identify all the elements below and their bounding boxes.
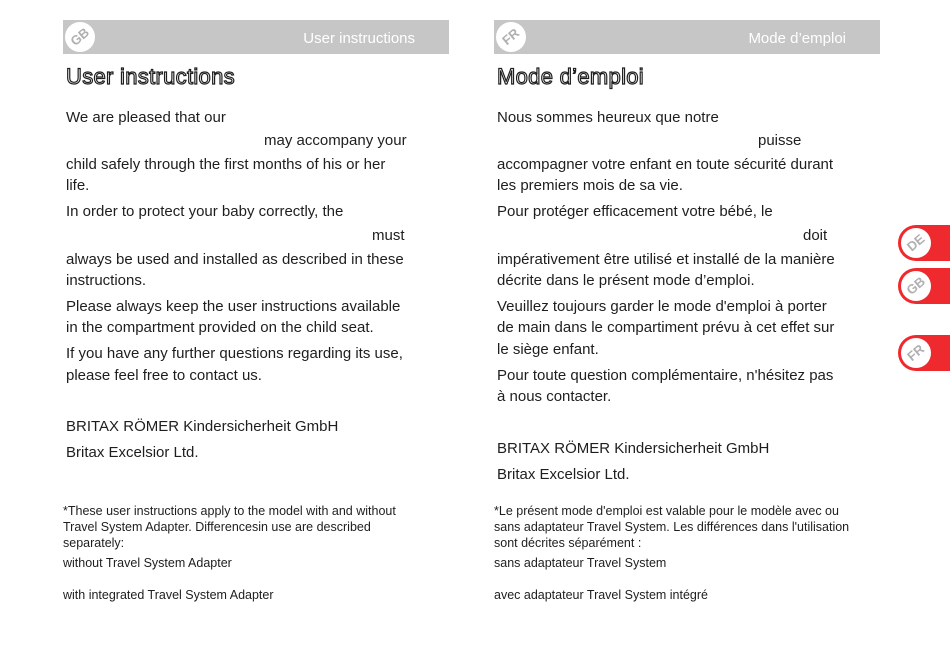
variant-label: sans adaptateur Travel System [494,556,667,570]
paragraph-line: les premiers mois de sa vie. [497,177,683,194]
paragraph-line: accompagner votre enfant en toute sécurité durant [497,156,834,173]
paragraph-line: puisse [758,132,802,149]
variant-label: without Travel System Adapter [63,556,232,570]
paragraph-line: may accompany your [264,132,407,149]
paragraph-line: in the compartment provided on the child seat. [66,319,374,336]
variant-label: avec adaptateur Travel System intégré [494,588,709,602]
header-bar [494,20,880,54]
side-tab-gb[interactable] [898,268,950,304]
paragraph-line: In order to protect your baby correctly, the [66,203,344,220]
side-tab-de[interactable] [898,225,950,261]
header-bar [63,20,449,54]
tab-circle [901,271,931,301]
header-title: Mode d’emploi [748,30,846,47]
company-name: BRITAX RÖMER Kindersicherheit GmbH [66,418,339,435]
paragraph-line: décrite dans le présent mode d’emploi. [497,272,755,289]
language-code: FR [499,25,523,48]
french-column [494,0,894,672]
tab-language-code: GB [903,273,928,298]
paragraph-line: Pour protéger efficacement votre bébé, le [497,203,773,220]
english-column [63,0,463,672]
paragraph-line: à nous contacter. [497,388,612,405]
paragraph-line: always be used and installed as described in these [66,251,404,268]
side-tab-fr[interactable] [898,335,950,371]
company-name: Britax Excelsior Ltd. [497,466,630,483]
paragraph-line: Pour toute question complémentaire, n'hésitez pas [497,367,834,384]
language-badge-fr [496,22,526,52]
footnote-line: Travel System Adapter. Differencesin use are described [63,520,371,534]
paragraph-line: Nous sommes heureux que notre [497,109,719,126]
paragraph-line: life. [66,177,90,194]
paragraph-line: We are pleased that our [66,109,226,126]
tab-language-code: DE [903,231,928,255]
paragraph-line: Please always keep the user instructions available [66,298,401,315]
page-heading: Mode d’emploi [497,64,644,89]
tab-circle [901,228,931,258]
language-badge-gb [65,22,95,52]
header-title: User instructions [303,30,415,47]
paragraph-line: de main dans le compartiment prévu à cet effet sur [497,319,835,336]
footnote-line: sont décrites séparément : [494,536,642,550]
footnote-line: sans adaptateur Travel System. Les différences dans l'utilisation [494,520,850,534]
paragraph-line: instructions. [66,272,147,289]
paragraph-line: must [372,227,405,244]
paragraph-line: If you have any further questions regarding its use, [66,345,403,362]
footnote-line: *Le présent mode d'emploi est valable pour le modèle avec ou [494,504,839,518]
footnote-line: separately: [63,536,125,550]
variant-label: with integrated Travel System Adapter [63,588,274,602]
company-name: BRITAX RÖMER Kindersicherheit GmbH [497,440,770,457]
footnote-line: *These user instructions apply to the model with and without [63,504,396,518]
paragraph-line: child safely through the first months of his or her [66,156,386,173]
page-heading: User instructions [66,64,235,89]
tab-circle [901,338,931,368]
paragraph-line: impérativement être utilisé et installé de la manière [497,251,835,268]
paragraph-line: Veuillez toujours garder le mode d'emploi à porter [497,298,827,315]
language-code: GB [67,24,92,49]
paragraph-line: please feel free to contact us. [66,367,262,384]
paragraph-line: le siège enfant. [497,341,599,358]
company-name: Britax Excelsior Ltd. [66,444,199,461]
paragraph-line: doit [803,227,828,244]
tab-language-code: FR [904,341,928,364]
